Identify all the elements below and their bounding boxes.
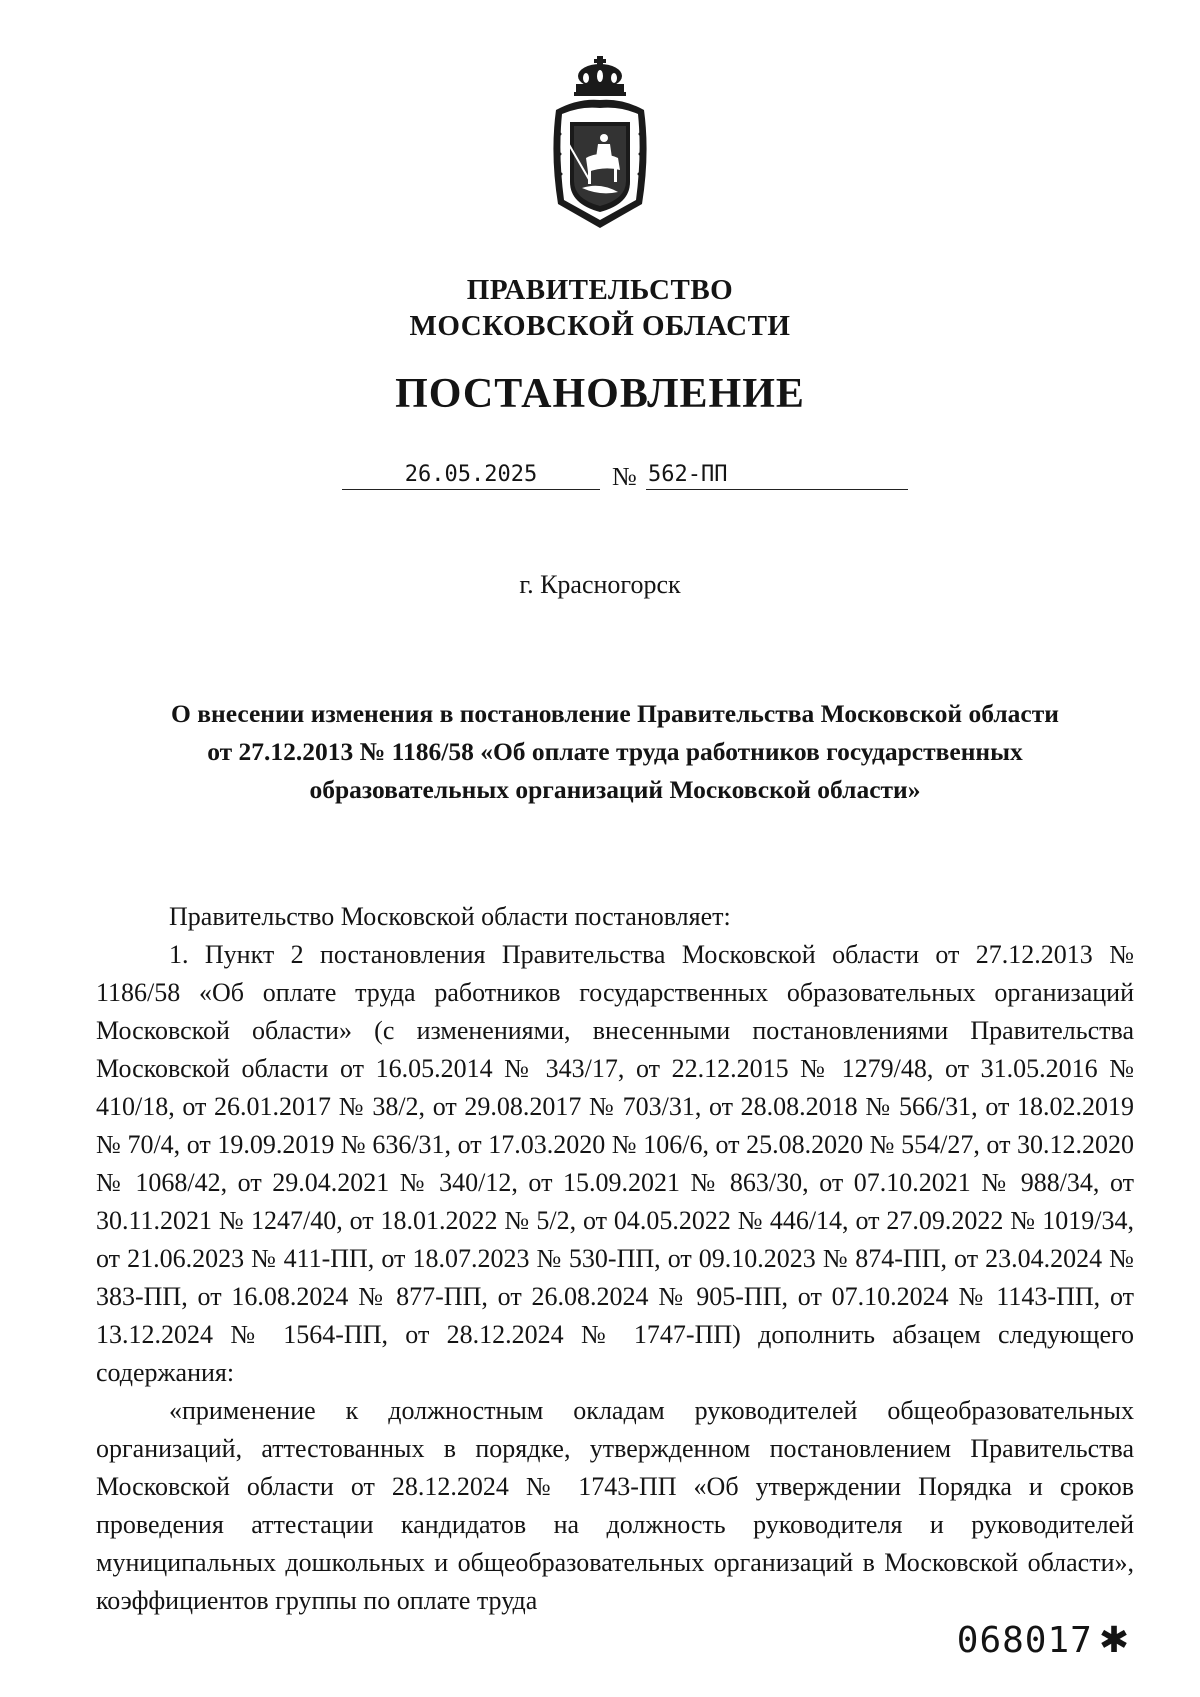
document-date: 26.05.2025 bbox=[342, 462, 600, 490]
document-subject bbox=[110, 695, 1120, 809]
subject-line: О внесении изменения в постановление Правительства Московской области bbox=[171, 699, 1059, 728]
subject-line: от 27.12.2013 № 1186/58 «Об оплате труда работников государственных bbox=[207, 737, 1023, 766]
serial-number: 068017 bbox=[956, 1620, 1093, 1661]
document-body bbox=[96, 898, 1134, 1620]
date-number-row bbox=[0, 462, 1200, 512]
city-name: г. Красногорск bbox=[519, 570, 681, 599]
number-sign: № bbox=[612, 462, 637, 491]
asterisk-mark-icon: ✱ bbox=[1098, 1620, 1130, 1661]
body-paragraph-quote: «применение к должностным окладам руководителей общеобразовательных организаций, аттестованных в порядке, утвержденном постановлением Правительства Московской области от 28.12.2024 № 1743-ПП «Об утверждении Порядка и сроков проведения аттестации кандидатов на должность руководителя и руководителей муниципальных дошкольных и общеобразовательных организаций в Московской области», коэффициентов группы по оплате труда bbox=[96, 1396, 1134, 1615]
document-number: 562-ПП bbox=[646, 462, 908, 490]
org-name-line2: МОСКОВСКОЙ ОБЛАСТИ bbox=[409, 310, 791, 342]
document-type-title: ПОСТАНОВЛЕНИЕ bbox=[395, 371, 805, 417]
body-paragraph-preamble: Правительство Московской области постановляет: bbox=[169, 902, 731, 931]
org-name-line1: ПРАВИТЕЛЬСТВО bbox=[466, 274, 734, 306]
document-serial-code bbox=[957, 1620, 1130, 1661]
body-paragraph-item1: 1. Пункт 2 постановления Правительства Московской области от 27.12.2013 № 1186/58 «Об оплате труда работников государственных образовательных организаций Московской области» (с изменениями, внесенными постановлениями Правительства Московской области от 16.05.2014 № 343/17, от 22.12.2015 № 1279/48, от 31.05.2016 № 410/18, от 26.01.2017 № 38/2, от 29.08.2017 № 703/31, от 28.08.2018 № 566/31, от 18.02.2019 № 70/4, от 19.09.2019 № 636/31, от 17.03.2020 № 106/6, от 25.08.2020 № 554/27, от 30.12.2020 № 1068/42, от 29.04.2021 № 340/12, от 15.09.2021 № 863/30, от 07.10.2021 № 988/34, от 30.11.2021 № 1247/40, от 18.01.2022 № 5/2, от 04.05.2022 № 446/14, от 27.09.2022 № 1019/34, от 21.06.2023 № 411-ПП, от 18.07.2023 № 530-ПП, от 09.10.2023 № 874-ПП, от 23.04.2024 № 383-ПП, от 16.08.2024 № 877-ПП, от 26.08.2024 № 905-ПП, от 07.10.2024 № 1143-ПП, от 13.12.2024 № 1564-ПП, от 28.12.2024 № 1747-ПП) дополнить абзацем следующего содержания: bbox=[96, 940, 1134, 1387]
subject-line: образовательных организаций Московской области» bbox=[309, 775, 921, 804]
coat-of-arms-icon bbox=[548, 54, 652, 230]
